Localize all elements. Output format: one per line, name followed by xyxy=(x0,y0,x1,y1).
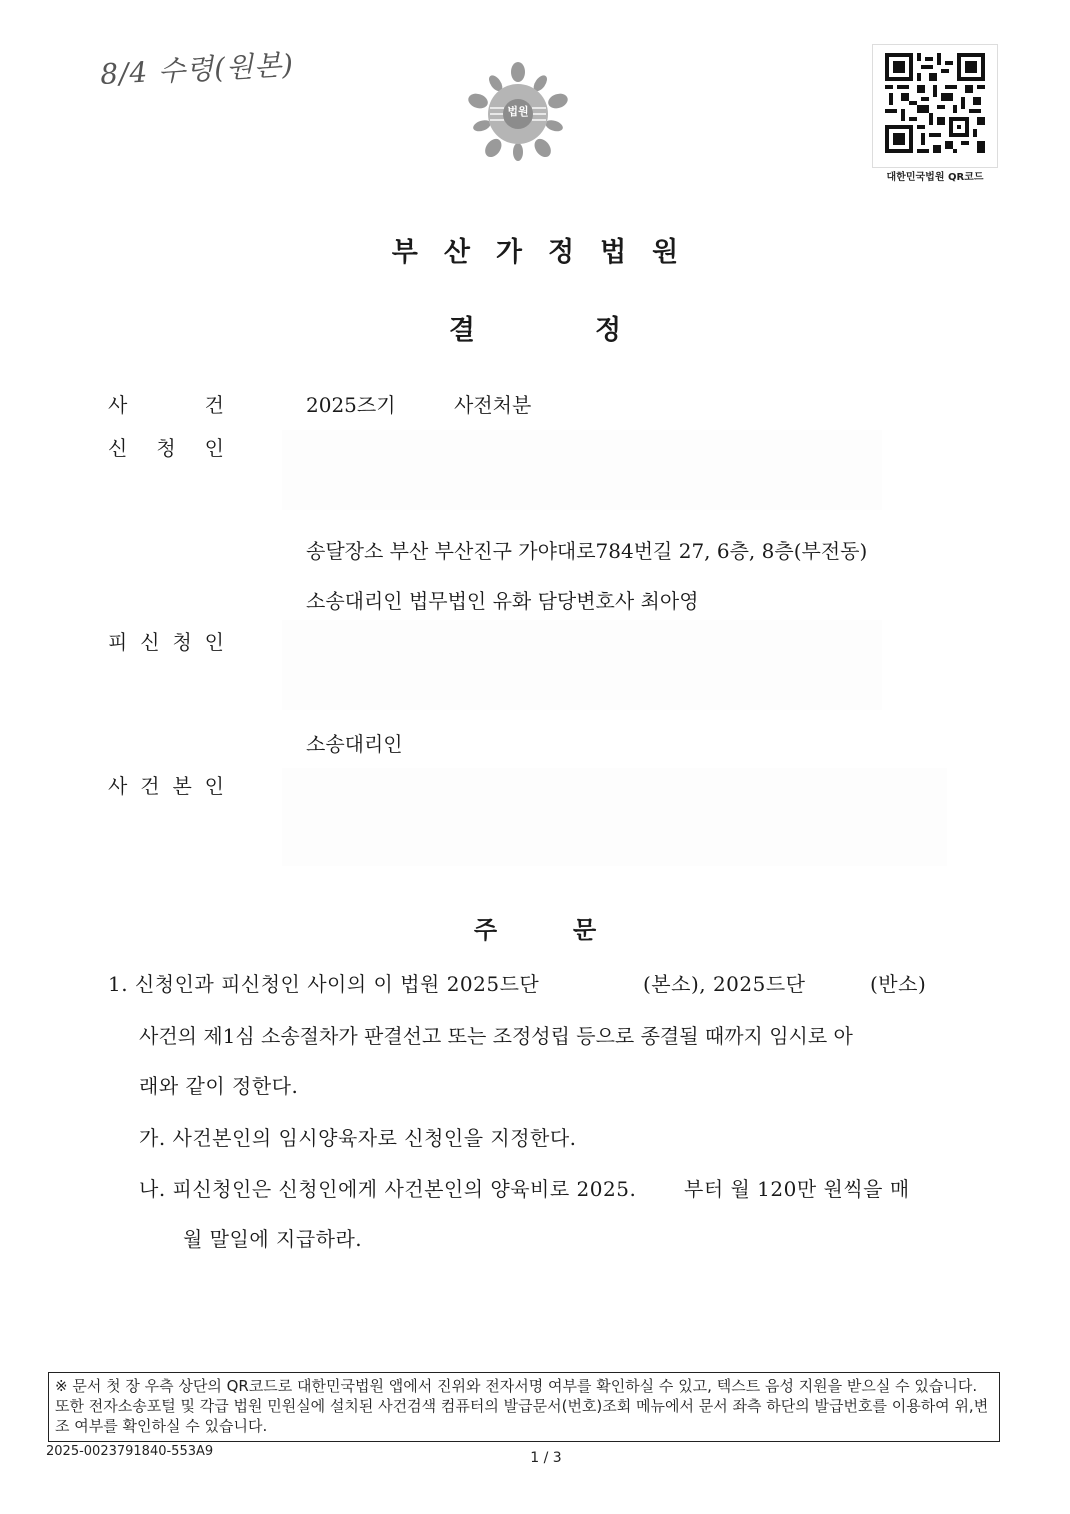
case-name: 사전처분 xyxy=(454,393,532,417)
label-char: 신 xyxy=(108,436,128,460)
order-line: (반소) xyxy=(870,972,927,996)
order-line: 부터 월 120만 원씩을 매 xyxy=(684,1177,910,1201)
court-emblem xyxy=(468,62,568,162)
label-char: 사 xyxy=(108,393,128,417)
handwritten-note: 8/4 수령(원본) xyxy=(99,47,295,92)
label-char: 건 xyxy=(204,393,224,417)
issue-number: 2025-0023791840-553A9 xyxy=(46,1444,214,1459)
verification-notice: ※ 문서 첫 장 우측 상단의 QR코드로 대한민국법원 앱에서 진위와 전자서명 여부를 확인하실 수 있고, 텍스트 음성 지원을 받으실 수 있습니다. 또한 전자소송포털 및 각급 법원 민원실에 설치된 사건검색 컴퓨터의 발급문서(번호)조회 메뉴에서 문서 좌측 하단의 발급번호를 이용하여 위,변조 여부를 확인하실 수 있습니다. xyxy=(48,1372,1000,1442)
order-line: 사건의 제1심 소송절차가 판결선고 또는 조정성립 등으로 종결될 때까지 임시로 아 xyxy=(139,1024,853,1048)
label-char: 인 xyxy=(204,630,224,654)
label-char: 인 xyxy=(204,436,224,460)
subject-redacted-area xyxy=(282,768,947,866)
label-char: 청 xyxy=(156,436,176,460)
subject-label xyxy=(108,770,224,799)
label-char: 건 xyxy=(140,774,160,798)
order-line: 월 말일에 지급하라. xyxy=(183,1227,363,1251)
qr-code-icon xyxy=(885,53,985,153)
order-line: 나. 피신청인은 신청인에게 사건본인의 양육비로 2025. xyxy=(139,1177,637,1201)
label-char: 사 xyxy=(108,774,128,798)
order-line: 래와 같이 정한다. xyxy=(139,1074,299,1098)
applicant-agent: 소송대리인 법무법인 유화 담당변호사 최아영 xyxy=(306,589,699,613)
qr-code xyxy=(872,44,998,168)
respondent-redacted-area xyxy=(282,620,882,710)
label-char: 본 xyxy=(172,774,192,798)
applicant-redacted-area xyxy=(282,430,882,510)
label-char: 인 xyxy=(204,774,224,798)
order-line: (본소), 2025드단 xyxy=(643,972,806,996)
document-type-title: 결정 xyxy=(448,315,742,346)
label-char: 청 xyxy=(172,630,192,654)
case-label xyxy=(108,389,224,418)
emblem-label: 법원 xyxy=(507,105,529,118)
order-title: 주문 xyxy=(473,916,673,944)
label-char: 피 xyxy=(108,630,128,654)
respondent-label xyxy=(108,626,224,655)
order-line: 1. 신청인과 피신청인 사이의 이 법원 2025드단 xyxy=(108,972,540,996)
page-number: 1 / 3 xyxy=(530,1450,562,1466)
court-name-title: 부산가정법원 xyxy=(391,237,705,268)
order-line: 가. 사건본인의 임시양육자로 신청인을 지정한다. xyxy=(139,1126,577,1150)
qr-caption: 대한민국법원 QR코드 xyxy=(886,172,984,183)
applicant-label xyxy=(108,432,224,461)
label-char: 신 xyxy=(140,630,160,654)
applicant-service-address: 송달장소 부산 부산진구 가야대로784번길 27, 6층, 8층(부전동) xyxy=(306,539,868,563)
respondent-agent: 소송대리인 xyxy=(306,732,403,756)
case-number: 2025즈기 xyxy=(306,393,396,417)
